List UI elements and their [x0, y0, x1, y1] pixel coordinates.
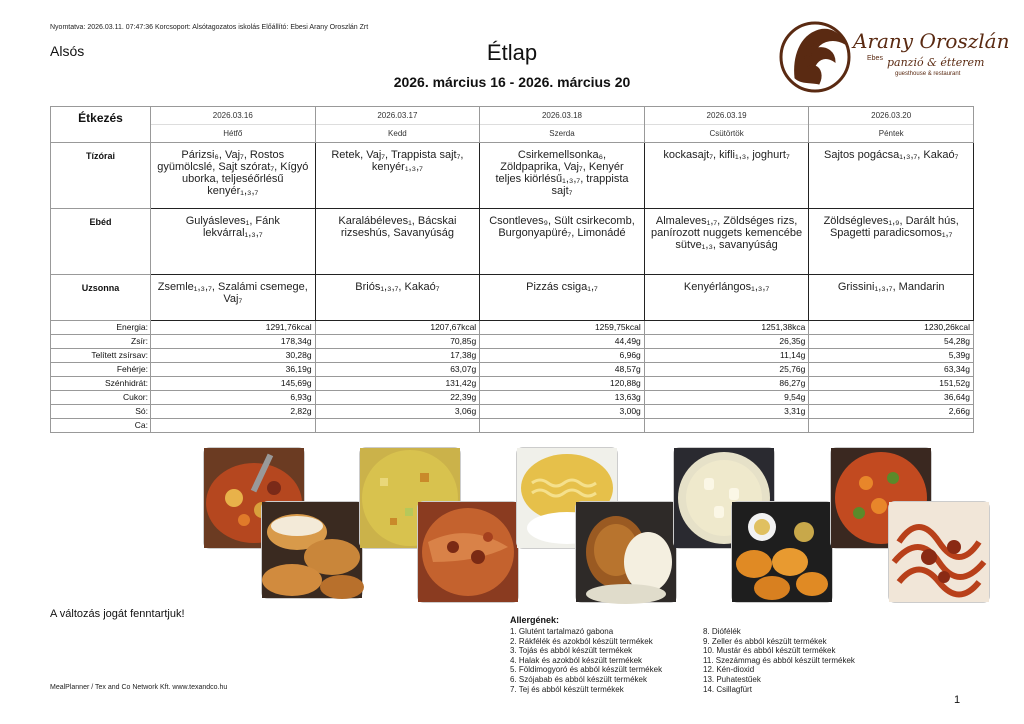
allergen-item: 5. Földimogyoró és abból készült termékek: [510, 665, 663, 675]
menu-item: kockasajt₇, kifli₁,₃, joghurt₇: [644, 143, 809, 209]
food-photo-nuggets: [732, 502, 832, 602]
nutrient-value: 151,52g: [809, 377, 974, 391]
allergen-item: 1. Glutént tartalmazó gabona: [510, 627, 614, 636]
disclaimer: A változás jogát fenntartjuk!: [50, 608, 185, 620]
print-info: Nyomtatva: 2026.03.11. 07:47:36 Korcsoport: Alsótagozatos iskolás Előállító: Ebesi Arany Oroszlán Zrt: [50, 24, 369, 31]
nutrient-value: [315, 419, 480, 433]
nutrient-row-fat: [51, 335, 974, 349]
nutrient-value: 120,88g: [480, 377, 645, 391]
nutrient-label: Telített zsírsav:: [51, 349, 151, 363]
food-photo-donuts: [262, 502, 362, 598]
nutrient-value: 6,96g: [480, 349, 645, 363]
nutrient-value: 1251,38kca: [644, 321, 809, 335]
nutrient-label: Cukor:: [51, 391, 151, 405]
days-header-row: [51, 107, 974, 143]
allergen-item: 8. Diófélék: [703, 627, 741, 636]
day-header: [809, 107, 974, 143]
allergen-list-1: [510, 627, 662, 694]
menu-item: Kenyérlángos₁,₃,₇: [644, 275, 809, 321]
nutrient-row-carbohydrate: [51, 377, 974, 391]
nutrient-value: 48,57g: [480, 363, 645, 377]
nutrient-value: 30,28g: [151, 349, 316, 363]
nutrient-row-calcium: [51, 419, 974, 433]
meal-row-uzsonna: [51, 275, 974, 321]
nutrient-value: [809, 419, 974, 433]
nutrient-value: 178,34g: [151, 335, 316, 349]
meal-column-header: Étkezés: [51, 107, 151, 143]
menu-item: Csirkemellsonka₆, Zöldpaprika, Vaj₇, Kenyér teljes kiörlésű₁,₃,₇, trappista sajt₇: [480, 143, 645, 209]
allergen-item: 12. Kén-dioxid: [703, 665, 755, 675]
nutrient-row-salt: [51, 405, 974, 419]
nutrient-value: 1291,76kcal: [151, 321, 316, 335]
page-title: Étlap: [486, 40, 538, 65]
nutrient-value: 26,35g: [644, 335, 809, 349]
nutrient-value: 131,42g: [315, 377, 480, 391]
nutrient-value: 25,76g: [644, 363, 809, 377]
allergen-item: 3. Tojás és abból készült termékek: [510, 646, 633, 656]
nutrient-value: [480, 419, 645, 433]
nutrient-value: 2,66g: [809, 405, 974, 419]
logo-tagline: guesthouse & restaurant: [895, 71, 961, 77]
menu-item: Gulyásleves₁, Fánk lekvárral₁,₃,₇: [151, 209, 316, 275]
age-group-label: Alsós: [50, 43, 85, 59]
menu-item: Párizsi₆, Vaj₇, Rostos gyümölcslé, Sajt szórat₇, Kígyó uborka, teljeséőrlésű kenyér₁,₃,₇: [151, 143, 316, 209]
menu-item: Sajtos pogácsa₁,₃,₇, Kakaó₇: [809, 143, 974, 209]
menu-table: [50, 106, 974, 433]
menu-item: Karalábéleves₁, Bácskai rizseshús, Savanyúság: [315, 209, 480, 275]
menu-item: Almaleves₁,₇, Zöldséges rizs, panírozott nuggets kemencébe sütve₁,₃, savanyúság: [644, 209, 809, 275]
allergen-list-2: [703, 627, 855, 694]
nutrient-value: 145,69g: [151, 377, 316, 391]
day-name: Kedd: [316, 124, 480, 142]
page-number: 1: [954, 694, 961, 706]
day-date: 2026.03.20: [871, 111, 912, 120]
nutrient-value: 1230,26kcal: [809, 321, 974, 335]
nutrient-value: 3,06g: [315, 405, 480, 419]
nutrient-row-sugar: [51, 391, 974, 405]
menu-item: Briós₁,₃,₇, Kakaó₇: [315, 275, 480, 321]
food-photo-spaghetti: [889, 502, 989, 602]
day-name: Szerda: [480, 124, 644, 142]
nutrient-value: 86,27g: [644, 377, 809, 391]
allergen-item: 4. Halak és azokból készült termékek: [510, 655, 643, 665]
nutrient-value: 1207,67kcal: [315, 321, 480, 335]
meal-label: Tízórai: [51, 143, 151, 209]
meal-row-tizorai: [51, 143, 974, 209]
menu-item: Grissini₁,₃,₇, Mandarin: [809, 275, 974, 321]
day-date: 2026.03.17: [377, 111, 418, 120]
nutrient-value: 9,54g: [644, 391, 809, 405]
day-header: [644, 107, 809, 143]
day-date: 2026.03.18: [541, 111, 582, 120]
nutrient-value: 11,14g: [644, 349, 809, 363]
nutrient-value: 17,38g: [315, 349, 480, 363]
nutrient-value: 36,64g: [809, 391, 974, 405]
day-header: [151, 107, 316, 143]
nutrient-value: 3,00g: [480, 405, 645, 419]
nutrient-label: Energia:: [51, 321, 151, 335]
nutrient-label: Ca:: [51, 419, 151, 433]
logo-subtitle: panzió & étterem: [887, 56, 985, 69]
footer-credit: MealPlanner / Tex and Co Network Kft. www.texandco.hu: [50, 684, 228, 691]
nutrient-label: Fehérje:: [51, 363, 151, 377]
allergen-item: 6. Szójabab és abból készült termékek: [510, 674, 647, 684]
day-name: Hétfő: [151, 124, 315, 142]
nutrient-label: Szénhidrát:: [51, 377, 151, 391]
food-photo-rice-with-meat: [418, 502, 518, 602]
meal-row-ebed: [51, 209, 974, 275]
nutrient-value: 6,93g: [151, 391, 316, 405]
allergen-title: Allergének:: [510, 615, 560, 625]
nutrient-row-energy: [51, 321, 974, 335]
menu-item: Pizzás csiga₁,₇: [480, 275, 645, 321]
menu-item: Retek, Vaj₇, Trappista sajt₇, kenyér₁,₃,₇: [315, 143, 480, 209]
nutrient-value: [644, 419, 809, 433]
day-header: [315, 107, 480, 143]
allergen-item: 10. Mustár és abból készült termékek: [703, 646, 836, 656]
nutrient-value: 63,07g: [315, 363, 480, 377]
food-photo-chicken-mash: [576, 502, 676, 602]
nutrient-value: 70,85g: [315, 335, 480, 349]
nutrient-value: 1259,75kcal: [480, 321, 645, 335]
menu-item: Zöldségleves₁,₉, Darált hús, Spagetti paradicsomos₁,₇: [809, 209, 974, 275]
menu-item: Csontleves₉, Sült csirkecomb, Burgonyapüré₇, Limonádé: [480, 209, 645, 275]
date-range: 2026. március 16 - 2026. március 20: [393, 74, 631, 90]
day-date: 2026.03.19: [706, 111, 747, 120]
nutrient-value: 3,31g: [644, 405, 809, 419]
nutrient-value: 13,63g: [480, 391, 645, 405]
nutrient-value: 5,39g: [809, 349, 974, 363]
restaurant-logo: [775, 18, 1010, 96]
nutrient-value: 36,19g: [151, 363, 316, 377]
nutrient-label: Só:: [51, 405, 151, 419]
nutrient-value: 2,82g: [151, 405, 316, 419]
allergen-item: 11. Szezámmag és abból készült termékek: [703, 655, 855, 665]
nutrient-row-saturated-fat: [51, 349, 974, 363]
nutrient-label: Zsír:: [51, 335, 151, 349]
day-name: Csütörtök: [645, 124, 809, 142]
allergen-item: 7. Tej és abból készült termékek: [510, 684, 624, 694]
allergen-item: 9. Zeller és abból készült termékek: [703, 636, 827, 646]
day-date: 2026.03.16: [212, 111, 253, 120]
nutrient-value: [151, 419, 316, 433]
nutrient-value: 54,28g: [809, 335, 974, 349]
allergen-item: 14. Csillagfürt: [703, 684, 752, 694]
nutrient-row-protein: [51, 363, 974, 377]
allergen-item: 13. Puhatestűek: [703, 674, 761, 684]
meal-label: Uzsonna: [51, 275, 151, 321]
menu-item: Zsemle₁,₃,₇, Szalámi csemege, Vaj₇: [151, 275, 316, 321]
nutrient-value: 63,34g: [809, 363, 974, 377]
nutrient-value: 22,39g: [315, 391, 480, 405]
nutrient-value: 44,49g: [480, 335, 645, 349]
allergen-item: 2. Rákfélék és azokból készült termékek: [510, 636, 653, 646]
day-name: Péntek: [809, 124, 973, 142]
day-header: [480, 107, 645, 143]
logo-brand-name: Arany Oroszlán: [853, 29, 1010, 53]
meal-label: Ebéd: [51, 209, 151, 275]
logo-prefix: Ebes: [867, 55, 883, 62]
